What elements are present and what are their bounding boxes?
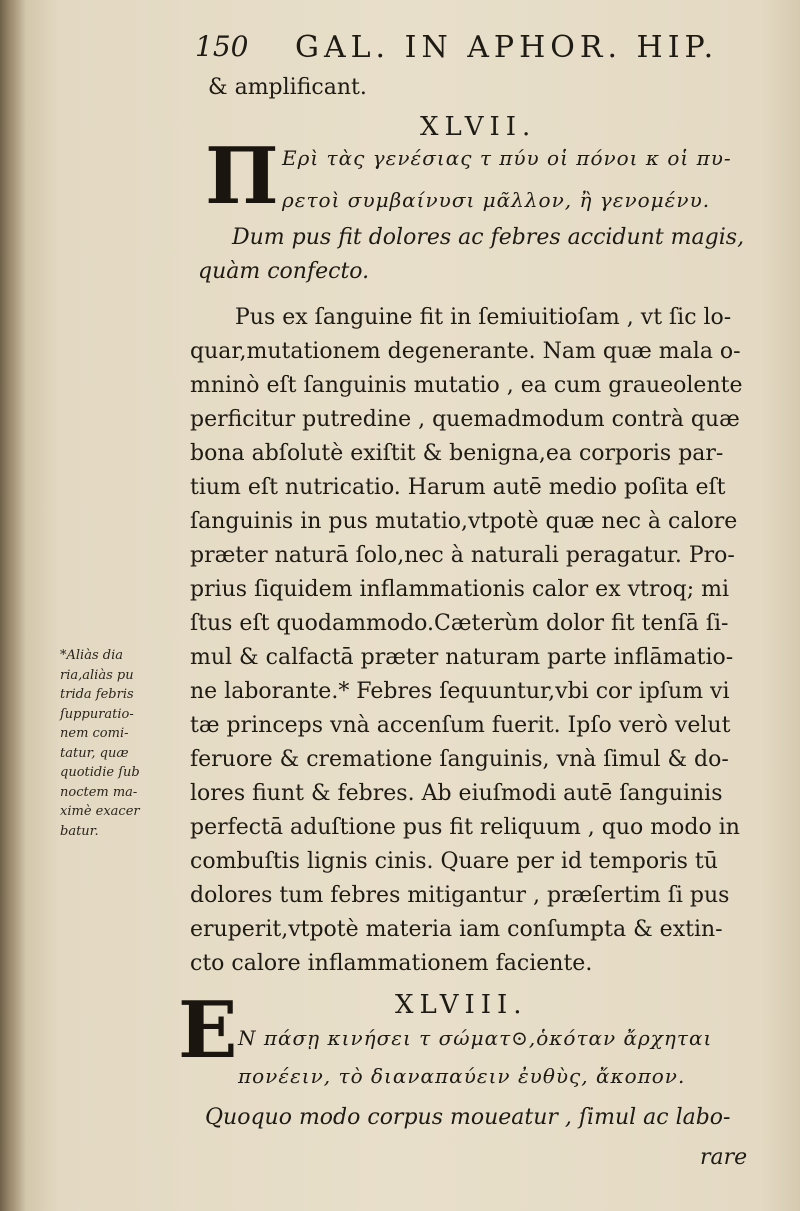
body-line: mninò eſt ſanguinis mutatio , ea cum graueolente <box>190 373 743 398</box>
margin-note-line: ximè exacer <box>60 804 140 819</box>
carryover-text: & amplificant. <box>208 75 367 100</box>
latin-heading-line: quàm confecto. <box>198 259 370 284</box>
body-line: feruore & crematione ſanguinis, vnà ſimul & do- <box>190 747 729 772</box>
body-line: cto calore inflammationem faciente. <box>190 951 593 976</box>
body-line: quar,mutationem degenerante. Nam quæ mala o- <box>190 339 741 364</box>
drop-cap: Π <box>205 131 279 222</box>
margin-note-line: trida febris <box>60 687 134 702</box>
section-number: XLVII. <box>420 112 537 142</box>
margin-note-line: noctem ma- <box>60 784 138 800</box>
body-line: ſanguinis in pus mutatio,vtpotè quæ nec à calore <box>190 509 738 534</box>
greek-aphorism-line: πονέειν, τὸ διαναπαύειν ἐυθὺς, ἄκοπον. <box>238 1064 686 1088</box>
page-gutter <box>0 0 26 1211</box>
body-line: mul & calfactā præter naturam parte inflāmatio- <box>190 645 734 670</box>
body-line: combuſtis lignis cinis. Quare per id temporis tū <box>190 849 718 874</box>
margin-note-line: batur. <box>60 823 99 839</box>
body-line: lores fiunt & febres. Ab eiuſmodi autē ſanguinis <box>190 781 723 806</box>
body-line: dolores tum febres mitigantur , præſertim ſi pus <box>190 883 730 908</box>
body-line: bona abſolutè exiſtit & benigna,ea corporis par- <box>190 441 724 466</box>
margin-note <box>60 646 180 841</box>
running-head: GAL. IN APHOR. HIP. <box>295 30 719 65</box>
margin-note-line: quotidie ſub <box>60 765 140 780</box>
body-line: eruperit,vtpotè materia iam conſumpta & extin- <box>190 917 723 942</box>
page-number: 150 <box>195 30 249 63</box>
body-line: perfectā aduſtione pus fit reliquum , quo modo in <box>190 815 740 840</box>
margin-note-line: ria,aliàs pu <box>60 667 134 683</box>
margin-note-line: ſuppuratio- <box>60 706 134 722</box>
greek-aphorism-line: Ν πάσῃ κινήσει τ σώματ⊙,ὁκόταν ἄρχηται <box>238 1026 713 1050</box>
greek-aphorism-line: Ερὶ τὰς γενέσιας τ πύυ οἱ πόνοι κ οἱ πυ- <box>282 146 732 170</box>
body-line: Pus ex ſanguine fit in ſemiuitioſam , vt ſic lo- <box>235 305 732 330</box>
latin-heading-line: Quoquo modo corpus moueatur , ſimul ac labo- <box>205 1105 731 1130</box>
section-number: XLVIII. <box>395 990 528 1020</box>
greek-aphorism-line: ρετοὶ συμβαίνυσι μᾶλλον, ἢ γενομένυ. <box>282 188 711 212</box>
page-header <box>195 24 775 74</box>
body-line: ſtus eſt quodammodo.Cæterùm dolor fit tenſā ſi- <box>190 611 729 636</box>
margin-note-line: nem comi- <box>60 726 129 741</box>
body-line: perficitur putredine , quemadmodum contrà quæ <box>190 407 740 432</box>
body-line: tium eſt nutricatio. Harum autē medio poſita eſt <box>190 475 726 500</box>
latin-heading-line: Dum pus fit dolores ac febres accidunt magis, <box>232 225 745 250</box>
body-line: præter naturā ſolo,nec à naturali peragatur. Pro- <box>190 543 735 568</box>
margin-note-line: tatur, quæ <box>60 745 129 761</box>
drop-cap: E <box>178 985 238 1076</box>
body-line: tæ princeps vnà accenſum fuerit. Ipſo verò velut <box>190 713 731 738</box>
body-line: prius ſiquidem inflammationis calor ex vtroq; mi <box>190 577 730 602</box>
latin-heading-line: rare <box>700 1145 748 1170</box>
margin-note-line: *Aliàs dia <box>60 648 123 663</box>
body-line: ne laborante.* Febres ſequuntur,vbi cor ipſum vi <box>190 679 730 704</box>
